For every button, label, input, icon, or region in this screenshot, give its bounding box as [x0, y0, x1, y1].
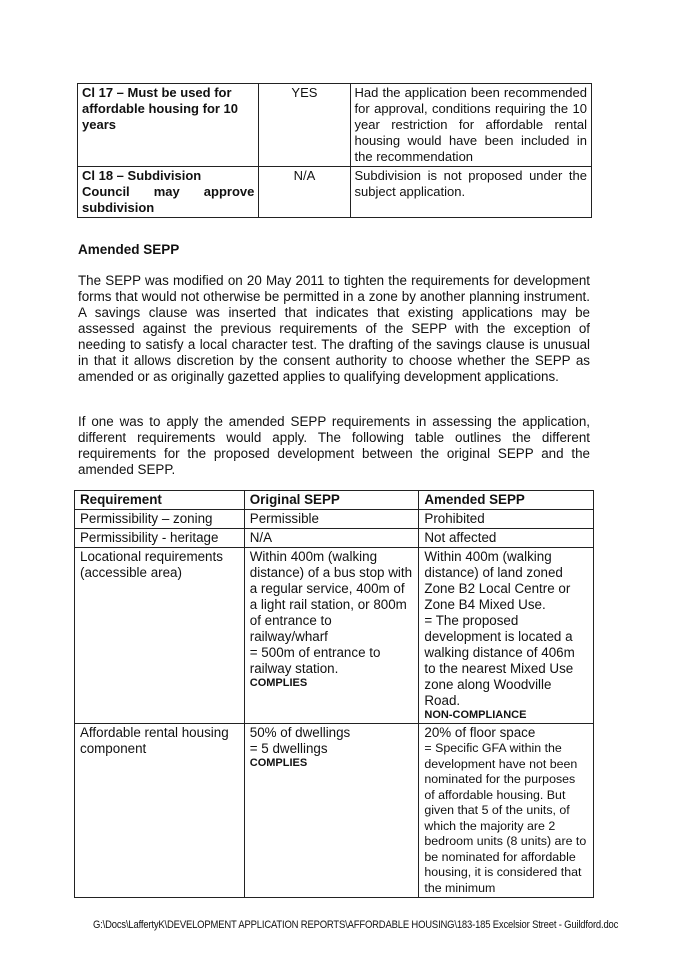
clause-cell: [78, 167, 259, 218]
amended-text: 20% of floor space: [424, 725, 536, 740]
table-row: [78, 167, 592, 218]
amended-cell: Not affected: [419, 529, 594, 548]
clause-cell: Cl 17 – Must be used for affordable housing for 10 years: [78, 84, 259, 167]
table-row: [75, 548, 594, 724]
amended-cell: [419, 548, 594, 724]
status-cell: YES: [259, 84, 350, 167]
paragraph: If one was to apply the amended SEPP requirements in assessing the application, different requirements would apply. The following table outlines the different requirements for the proposed development between the original SEPP and the amended SEPP.: [78, 414, 590, 477]
table-header-row: [75, 491, 594, 510]
amended-text: Within 400m (walking distance) of land zoned Zone B2 Local Centre or Zone B4 Mixed Use.: [424, 549, 571, 612]
original-cell: Permissible: [244, 510, 419, 529]
status-cell: N/A: [259, 167, 350, 218]
table-row: [75, 510, 594, 529]
section-heading: Amended SEPP: [78, 242, 180, 257]
original-cell: N/A: [244, 529, 419, 548]
table-row: [75, 724, 594, 898]
comment-cell: Subdivision is not proposed under the subject application.: [350, 167, 591, 218]
compliance-result: NON-COMPLIANCE: [424, 709, 527, 721]
requirement-cell: Permissibility - heritage: [75, 529, 245, 548]
original-cell: [244, 548, 419, 724]
clause-detail: Council may approve subdivision: [82, 184, 255, 215]
clause-compliance-table: [77, 83, 592, 218]
amended-finding: = Specific GFA within the development have not been nominated for the purposes of affordable housing. But given that 5 of the units, of which the majority are 2 bedroom units (8 units) are to be nominated for affordable housing, it is considered that the minimum: [424, 741, 587, 895]
requirement-cell: Affordable rental housing component: [75, 724, 245, 898]
original-text: Within 400m (walking distance) of a bus stop with a regular service, 400m of a light rail station, or 800m of entrance to railway/wharf: [249, 549, 413, 644]
paragraph: The SEPP was modified on 20 May 2011 to tighten the requirements for development forms that would not otherwise be permitted in a zone by another planning instrument. A savings clause was inserted that indicates that existing applications may be assessed against the previous requirements of the SEPP with the exception of needing to satisfy a local character test. The drafting of the savings clause is unusual in that it allows discretion by the consent authority to choose whether the SEPP as amended or as originally gazetted applies to qualifying development applications.: [78, 273, 590, 384]
comment-cell: Had the application been recommended for approval, conditions requiring the 10 year restriction for affordable rental housing would have been included in the recommendation: [350, 84, 591, 167]
amended-finding: = The proposed development is located a walking distance of 406m to the nearest Mixed Use zone along Woodville Road.: [424, 613, 575, 708]
original-finding: = 5 dwellings: [249, 741, 328, 756]
table-row: [75, 529, 594, 548]
original-cell: [244, 724, 419, 898]
original-text: 50% of dwellings: [249, 725, 351, 740]
sepp-comparison-table: [74, 490, 594, 898]
column-header: Original SEPP: [244, 491, 419, 510]
compliance-result: COMPLIES: [249, 757, 308, 769]
table-row: [78, 84, 592, 167]
requirement-cell: Locational requirements (accessible area): [75, 548, 245, 724]
column-header: Requirement: [75, 491, 245, 510]
compliance-result: COMPLIES: [249, 677, 308, 689]
column-header: Amended SEPP: [419, 491, 594, 510]
amended-cell: [419, 724, 594, 898]
amended-cell: Prohibited: [419, 510, 594, 529]
clause-title: Cl 18 – Subdivision: [82, 168, 202, 183]
file-path-footer: G:\Docs\LaffertyK\DEVELOPMENT APPLICATION REPORTS\AFFORDABLE HOUSING\183-185 Excelsior Street - Guildford.doc: [93, 919, 619, 931]
requirement-cell: Permissibility – zoning: [75, 510, 245, 529]
original-finding: = 500m of entrance to railway station.: [249, 645, 381, 676]
